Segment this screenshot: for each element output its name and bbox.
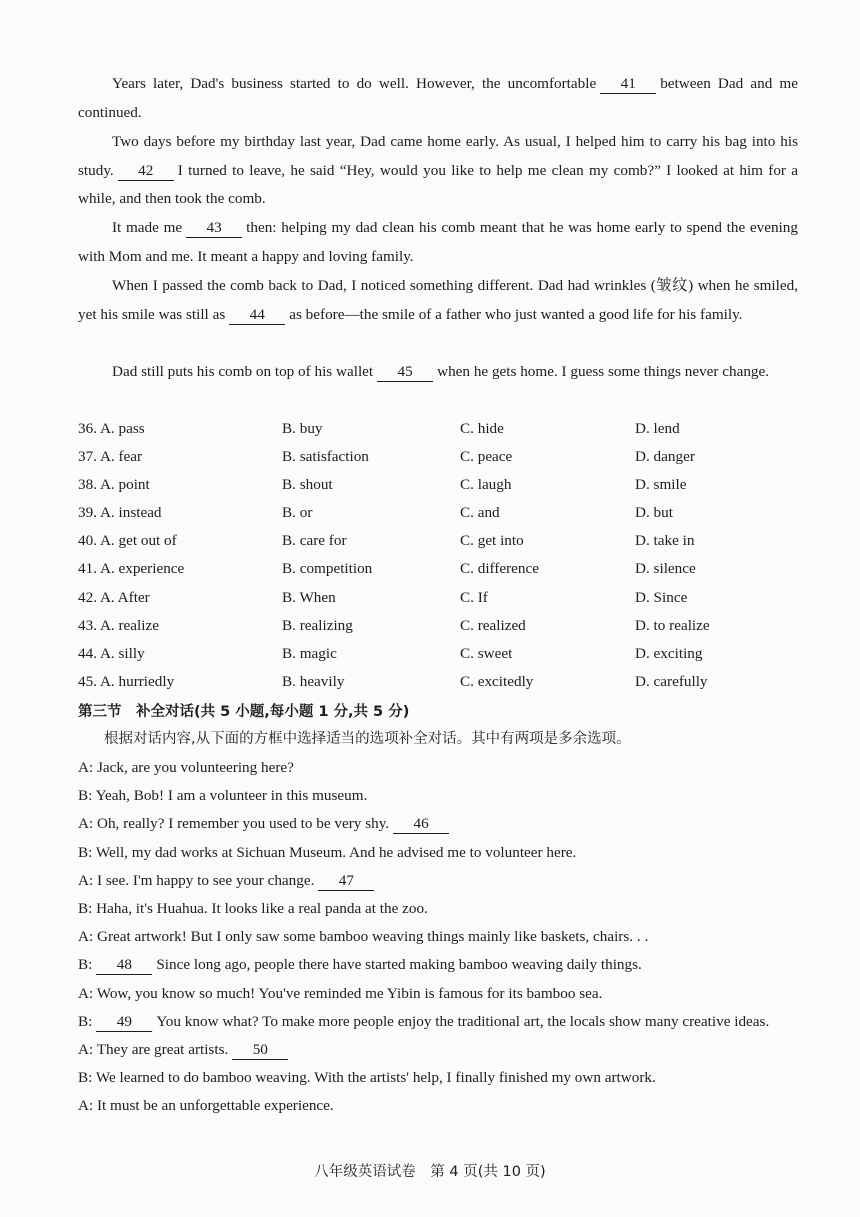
dialogue-text: B:: [78, 1012, 93, 1030]
option-row: [78, 640, 798, 668]
blank-41[interactable]: 41: [600, 75, 656, 94]
dialogue-text: A: Oh, really? I remember you used to be very shy.: [78, 815, 390, 833]
dialogue-line: [78, 782, 798, 810]
option-b[interactable]: B. realizing: [282, 616, 353, 634]
dialogue-text: B: Yeah, Bob! I am a volunteer in this museum.: [78, 787, 368, 805]
dialogue-line: [78, 980, 798, 1008]
dialogue-line: [78, 951, 798, 979]
option-c[interactable]: C. get into: [460, 532, 524, 550]
option-d[interactable]: D. take in: [635, 532, 695, 550]
paragraph-text: when he gets home. I guess some things never change.: [437, 363, 770, 380]
paragraph-text: When I passed the comb back to Dad, I noticed something different. Dad had wrinkles (皱纹) when he smiled, yet his smile was still as: [78, 277, 798, 323]
option-row: [78, 584, 798, 612]
dialogue-text: A: It must be an unforgettable experience.: [78, 1097, 334, 1115]
passage-paragraph: [78, 214, 798, 271]
paragraph-text: I turned to leave, he said “Hey, would you like to help me clean my comb?” I looked at him for a while, and then took the comb.: [78, 161, 798, 207]
option-d[interactable]: D. carefully: [635, 672, 708, 690]
option-row: [78, 415, 798, 443]
blank-45[interactable]: 45: [377, 363, 433, 382]
option-b[interactable]: B. shout: [282, 476, 333, 494]
section-instruction: 根据对话内容,从下面的方框中选择适当的选项补全对话。其中有两项是多余选项。: [104, 731, 631, 747]
option-d[interactable]: D. to realize: [635, 616, 710, 634]
option-c[interactable]: C. sweet: [460, 644, 513, 662]
passage-paragraph: [78, 128, 798, 214]
dialogue-text: Since long ago, people there have started making bamboo weaving daily things.: [156, 956, 642, 974]
option-a[interactable]: 44. A. silly: [78, 644, 145, 662]
option-a[interactable]: 37. A. fear: [78, 448, 143, 466]
paragraph-text: as before—the smile of a father who just wanted a good life for his family.: [289, 305, 743, 323]
paragraph-text: Dad still puts his comb on top of his wallet: [112, 363, 374, 380]
dialogue-line: [78, 867, 798, 895]
paragraph-text: then: helping my dad clean his comb meant that he was home early to spend the evening with Mom and me. It meant a happy and loving family.: [78, 219, 798, 265]
dialogue-line: [78, 923, 798, 951]
dialogue-text: B: Well, my dad works at Sichuan Museum. And he advised me to volunteer here.: [78, 843, 577, 861]
dialogue-text: B:: [78, 956, 93, 974]
option-d[interactable]: D. lend: [635, 420, 680, 437]
option-a[interactable]: 43. A. realize: [78, 616, 159, 634]
option-b[interactable]: B. buy: [282, 420, 323, 437]
option-b[interactable]: B. When: [282, 588, 336, 606]
option-a[interactable]: 45. A. hurriedly: [78, 672, 175, 690]
dialogue-line: [78, 1008, 798, 1036]
dialogue-text: A: Wow, you know so much! You've reminded me Yibin is famous for its bamboo sea.: [78, 984, 603, 1002]
option-row: [78, 527, 798, 555]
blank-49[interactable]: 49: [96, 1013, 152, 1032]
option-c[interactable]: C. difference: [460, 560, 539, 578]
blank-48[interactable]: 48: [96, 956, 152, 975]
dialogue-text: A: I see. I'm happy to see your change.: [78, 871, 315, 889]
option-c[interactable]: C. peace: [460, 448, 513, 466]
blank-43[interactable]: 43: [186, 219, 242, 238]
blank-44[interactable]: 44: [229, 306, 285, 325]
option-b[interactable]: B. heavily: [282, 672, 345, 690]
option-c[interactable]: C. hide: [460, 420, 504, 437]
dialogue-text: A: They are great artists.: [78, 1041, 229, 1059]
blank-47[interactable]: 47: [318, 872, 374, 891]
option-a[interactable]: 38. A. point: [78, 476, 150, 494]
option-b[interactable]: B. competition: [282, 560, 373, 578]
option-d[interactable]: D. smile: [635, 476, 687, 494]
dialogue: [78, 754, 798, 1121]
dialogue-line: [78, 839, 798, 867]
dialogue-line: [78, 754, 798, 782]
option-row: [78, 499, 798, 527]
option-d[interactable]: D. exciting: [635, 644, 703, 662]
option-a[interactable]: 41. A. experience: [78, 560, 185, 578]
option-row: [78, 471, 798, 499]
option-d[interactable]: D. but: [635, 504, 673, 522]
section-title: 第三节 补全对话(共 5 小题,每小题 1 分,共 5 分): [78, 704, 410, 720]
option-a[interactable]: 40. A. get out of: [78, 532, 177, 550]
option-b[interactable]: B. care for: [282, 532, 347, 550]
blank-42[interactable]: 42: [118, 162, 174, 181]
dialogue-text: A: Jack, are you volunteering here?: [78, 759, 294, 776]
blank-50[interactable]: 50: [232, 1041, 288, 1060]
paragraph-text: It made me: [112, 219, 183, 236]
dialogue-line: [78, 895, 798, 923]
paragraph-text: Years later, Dad's business started to do well. However, the uncomfortable: [112, 75, 597, 92]
blank-46[interactable]: 46: [393, 815, 449, 834]
option-a[interactable]: 39. A. instead: [78, 504, 162, 522]
option-d[interactable]: D. Since: [635, 588, 688, 606]
option-row: [78, 443, 798, 471]
option-c[interactable]: C. laugh: [460, 476, 512, 494]
page-footer: 八年级英语试卷 第 4 页(共 10 页): [314, 1164, 546, 1180]
dialogue-line: [78, 1036, 798, 1064]
option-row: [78, 612, 798, 640]
dialogue-text: You know what? To make more people enjoy the traditional art, the locals show many creative ideas.: [156, 1012, 770, 1030]
option-c[interactable]: C. realized: [460, 616, 526, 634]
paragraph-text: Two days before my birthday last year, Dad came home early. As usual, I helped him to carry his bag into his study.: [78, 133, 798, 179]
option-c[interactable]: C. and: [460, 504, 500, 522]
paragraph-text: between Dad and me continued.: [78, 75, 798, 121]
dialogue-line: [78, 810, 798, 838]
dialogue-text: B: We learned to do bamboo weaving. With the artists' help, I finally finished my own artwork.: [78, 1069, 656, 1087]
option-b[interactable]: B. or: [282, 504, 313, 522]
option-a[interactable]: 42. A. After: [78, 588, 150, 606]
dialogue-text: B: Haha, it's Huahua. It looks like a real panda at the zoo.: [78, 900, 428, 918]
option-c[interactable]: C. If: [460, 588, 488, 606]
passage-paragraph: [78, 358, 798, 387]
option-b[interactable]: B. satisfaction: [282, 448, 369, 466]
option-d[interactable]: D. silence: [635, 560, 696, 578]
option-a[interactable]: 36. A. pass: [78, 420, 145, 437]
dialogue-line: [78, 1064, 798, 1092]
dialogue-line: [78, 1092, 798, 1120]
option-c[interactable]: C. excitedly: [460, 672, 534, 690]
answer-options: [78, 415, 798, 696]
passage-paragraph: [78, 272, 798, 329]
option-row: [78, 668, 798, 696]
option-b[interactable]: B. magic: [282, 644, 337, 662]
option-d[interactable]: D. danger: [635, 448, 695, 466]
passage-paragraph: [78, 70, 798, 127]
option-row: [78, 555, 798, 583]
dialogue-text: A: Great artwork! But I only saw some bamboo weaving things mainly like baskets, chairs. . .: [78, 928, 649, 946]
